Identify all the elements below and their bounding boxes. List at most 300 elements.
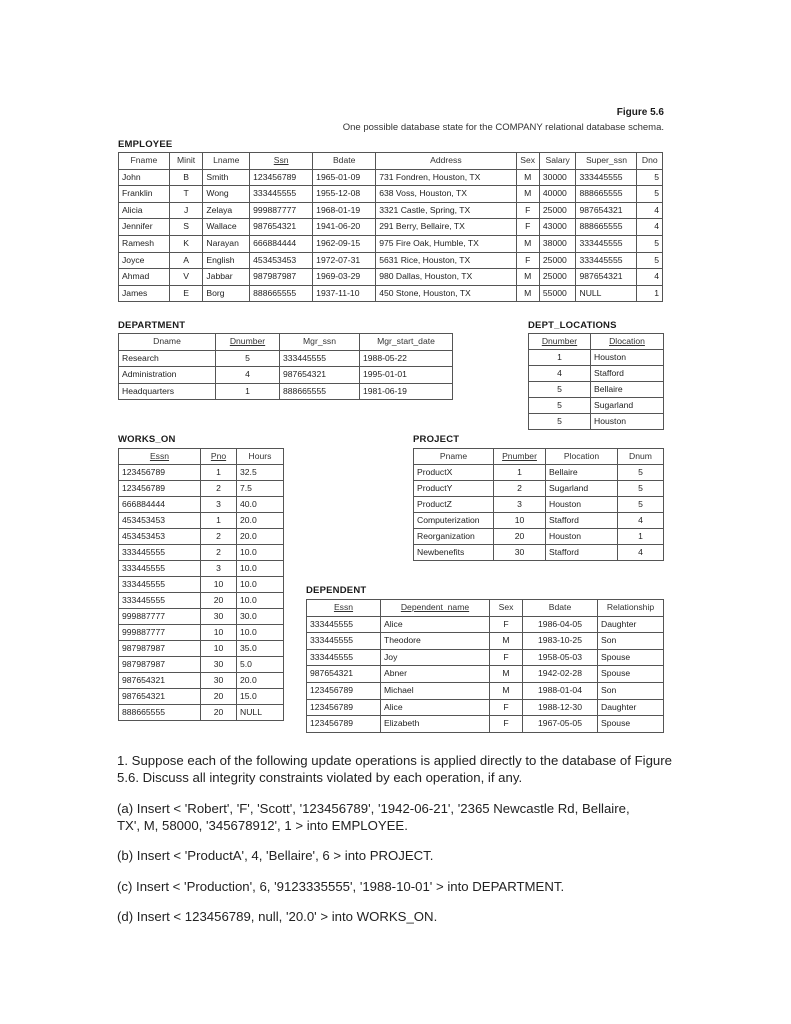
- table-cell: F: [516, 252, 539, 269]
- table-cell: 999887777: [119, 625, 201, 641]
- table-cell: 987987987: [119, 657, 201, 673]
- table-cell: 987654321: [119, 673, 201, 689]
- table-row: [119, 625, 284, 641]
- table-cell: ProductY: [414, 481, 494, 497]
- column-header: Mgr_start_date: [360, 334, 453, 351]
- table-row: [414, 465, 664, 481]
- table-cell: 1969-03-29: [313, 269, 376, 286]
- table-row: [414, 497, 664, 513]
- column-header: Sex: [516, 153, 539, 170]
- table-header-row: [529, 334, 664, 350]
- table-cell: Newbenefits: [414, 545, 494, 561]
- table-cell: 975 Fire Oak, Humble, TX: [376, 235, 516, 252]
- table-cell: Sugarland: [591, 398, 664, 414]
- table-cell: 291 Berry, Bellaire, TX: [376, 219, 516, 236]
- table-cell: 35.0: [237, 641, 284, 657]
- table-row: [119, 545, 284, 561]
- table-cell: Daughter: [598, 699, 664, 716]
- table-cell: Headquarters: [119, 383, 216, 400]
- table-row: [119, 593, 284, 609]
- table-cell: 1: [637, 285, 663, 302]
- table-cell: 20: [201, 689, 237, 705]
- table-cell: 30: [201, 609, 237, 625]
- table-cell: NULL: [576, 285, 637, 302]
- table-cell: F: [490, 699, 523, 716]
- table-row: [119, 465, 284, 481]
- table-cell: F: [490, 649, 523, 666]
- table-cell: 25000: [539, 252, 576, 269]
- table-cell: 453453453: [250, 252, 313, 269]
- table-row: [119, 561, 284, 577]
- table-cell: Research: [119, 350, 216, 367]
- table-cell: M: [490, 682, 523, 699]
- table-cell: 1988-05-22: [360, 350, 453, 367]
- table-row: [119, 577, 284, 593]
- table-cell: Stafford: [591, 366, 664, 382]
- table-cell: 333445555: [119, 593, 201, 609]
- table-row: [529, 398, 664, 414]
- column-header: Hours: [237, 449, 284, 465]
- table-cell: 123456789: [307, 716, 381, 733]
- table-cell: 333445555: [119, 561, 201, 577]
- table-cell: 987654321: [576, 202, 637, 219]
- column-header: Essn: [307, 600, 381, 617]
- table-cell: 1: [201, 513, 237, 529]
- table-cell: 123456789: [250, 169, 313, 186]
- table-cell: Houston: [546, 497, 618, 513]
- table-cell: 987654321: [119, 689, 201, 705]
- table-cell: 888665555: [250, 285, 313, 302]
- table-cell: 30000: [539, 169, 576, 186]
- column-header: Bdate: [523, 600, 598, 617]
- table-cell: 10.0: [237, 625, 284, 641]
- column-header: Fname: [119, 153, 170, 170]
- column-header: Super_ssn: [576, 153, 637, 170]
- table-cell: 453453453: [119, 529, 201, 545]
- table-row: [119, 657, 284, 673]
- column-header: Dnum: [618, 449, 664, 465]
- table-cell: 888665555: [576, 186, 637, 203]
- table-cell: 20.0: [237, 673, 284, 689]
- table-cell: 10.0: [237, 593, 284, 609]
- table-cell: 5: [637, 252, 663, 269]
- table-cell: 333445555: [576, 169, 637, 186]
- table-cell: 1981-06-19: [360, 383, 453, 400]
- table-cell: Alice: [381, 699, 490, 716]
- column-header: Dnumber: [216, 334, 280, 351]
- table-cell: 5: [637, 169, 663, 186]
- table-cell: 3: [201, 497, 237, 513]
- table-cell: Joy: [381, 649, 490, 666]
- question-c: (c) Insert < 'Production', 6, '9123335555', '1988-10-01' > into DEPARTMENT.: [117, 879, 565, 894]
- table-cell: 1937-11-10: [313, 285, 376, 302]
- table-cell: Jabbar: [203, 269, 250, 286]
- table-cell: Joyce: [119, 252, 170, 269]
- dependent-title: DEPENDENT: [306, 585, 367, 596]
- table-row: [307, 666, 664, 683]
- table-cell: 1: [216, 383, 280, 400]
- table-row: [414, 529, 664, 545]
- table-cell: 25000: [539, 269, 576, 286]
- question-d: (d) Insert < 123456789, null, '20.0' > into WORKS_ON.: [117, 909, 438, 924]
- column-header: Pname: [414, 449, 494, 465]
- table-cell: 3321 Castle, Spring, TX: [376, 202, 516, 219]
- table-cell: 123456789: [307, 699, 381, 716]
- table-cell: Ramesh: [119, 235, 170, 252]
- dependent-table: [306, 599, 664, 733]
- table-row: [119, 705, 284, 721]
- project-table: [413, 448, 664, 561]
- table-cell: J: [169, 202, 203, 219]
- table-row: [119, 513, 284, 529]
- table-cell: 25000: [539, 202, 576, 219]
- works-on-title: WORKS_ON: [118, 434, 176, 445]
- table-cell: 123456789: [119, 481, 201, 497]
- table-header-row: [414, 449, 664, 465]
- table-cell: 38000: [539, 235, 576, 252]
- table-cell: 2: [201, 529, 237, 545]
- table-cell: 1965-01-09: [313, 169, 376, 186]
- table-row: [119, 269, 663, 286]
- column-header: Salary: [539, 153, 576, 170]
- table-cell: 10.0: [237, 577, 284, 593]
- table-row: [529, 366, 664, 382]
- table-row: [119, 609, 284, 625]
- table-cell: M: [490, 666, 523, 683]
- table-cell: 32.5: [237, 465, 284, 481]
- table-cell: Jennifer: [119, 219, 170, 236]
- table-row: [307, 633, 664, 650]
- figure-number: Figure 5.6: [616, 107, 664, 118]
- table-cell: 123456789: [119, 465, 201, 481]
- table-cell: Houston: [546, 529, 618, 545]
- table-row: [414, 545, 664, 561]
- table-cell: 1958-05-03: [523, 649, 598, 666]
- dept-locations-title: DEPT_LOCATIONS: [528, 320, 617, 331]
- table-cell: Sugarland: [546, 481, 618, 497]
- table-cell: Michael: [381, 682, 490, 699]
- column-header: Dnumber: [529, 334, 591, 350]
- table-cell: 1: [201, 465, 237, 481]
- table-cell: Son: [598, 633, 664, 650]
- table-cell: 980 Dallas, Houston, TX: [376, 269, 516, 286]
- table-cell: Narayan: [203, 235, 250, 252]
- table-cell: F: [516, 202, 539, 219]
- table-row: [119, 202, 663, 219]
- table-cell: 3: [494, 497, 546, 513]
- table-header-row: [119, 153, 663, 170]
- column-header: Dependent_name: [381, 600, 490, 617]
- table-row: [119, 350, 453, 367]
- table-cell: 987987987: [250, 269, 313, 286]
- table-cell: ProductZ: [414, 497, 494, 513]
- table-cell: Ahmad: [119, 269, 170, 286]
- column-header: Lname: [203, 153, 250, 170]
- table-cell: 987654321: [250, 219, 313, 236]
- table-cell: 2: [201, 545, 237, 561]
- table-cell: Stafford: [546, 513, 618, 529]
- table-cell: 4: [216, 367, 280, 384]
- table-cell: 1: [618, 529, 664, 545]
- table-row: [119, 529, 284, 545]
- table-cell: Zelaya: [203, 202, 250, 219]
- table-cell: Alice: [381, 616, 490, 633]
- table-cell: 453453453: [119, 513, 201, 529]
- column-header: Address: [376, 153, 516, 170]
- column-header: Sex: [490, 600, 523, 617]
- table-cell: 5631 Rice, Houston, TX: [376, 252, 516, 269]
- table-cell: S: [169, 219, 203, 236]
- table-cell: 3: [201, 561, 237, 577]
- table-cell: Wallace: [203, 219, 250, 236]
- table-cell: B: [169, 169, 203, 186]
- column-header: Dno: [637, 153, 663, 170]
- table-cell: Theodore: [381, 633, 490, 650]
- table-row: [529, 350, 664, 366]
- table-row: [307, 616, 664, 633]
- table-cell: V: [169, 269, 203, 286]
- table-cell: Computerization: [414, 513, 494, 529]
- table-cell: Spouse: [598, 716, 664, 733]
- table-row: [119, 481, 284, 497]
- table-cell: 1995-01-01: [360, 367, 453, 384]
- table-cell: 4: [637, 202, 663, 219]
- table-cell: M: [516, 169, 539, 186]
- table-cell: 1962-09-15: [313, 235, 376, 252]
- table-row: [119, 383, 453, 400]
- table-row: [119, 169, 663, 186]
- table-cell: 30: [201, 657, 237, 673]
- table-cell: K: [169, 235, 203, 252]
- table-row: [119, 367, 453, 384]
- table-cell: 5: [637, 186, 663, 203]
- table-cell: Borg: [203, 285, 250, 302]
- table-cell: 987654321: [307, 666, 381, 683]
- table-cell: ProductX: [414, 465, 494, 481]
- table-row: [307, 649, 664, 666]
- department-table: [118, 333, 453, 400]
- table-cell: 1988-12-30: [523, 699, 598, 716]
- table-cell: 987654321: [576, 269, 637, 286]
- table-cell: 333445555: [307, 633, 381, 650]
- table-cell: Elizabeth: [381, 716, 490, 733]
- table-cell: 10: [494, 513, 546, 529]
- table-cell: 1941-06-20: [313, 219, 376, 236]
- table-row: [414, 481, 664, 497]
- table-cell: 10: [201, 625, 237, 641]
- table-cell: Daughter: [598, 616, 664, 633]
- table-cell: Bellaire: [546, 465, 618, 481]
- table-row: [529, 414, 664, 430]
- table-cell: English: [203, 252, 250, 269]
- table-cell: 987654321: [280, 367, 360, 384]
- column-header: Mgr_ssn: [280, 334, 360, 351]
- table-cell: NULL: [237, 705, 284, 721]
- table-cell: 20: [494, 529, 546, 545]
- table-row: [529, 382, 664, 398]
- works-on-table: [118, 448, 284, 721]
- table-cell: 1988-01-04: [523, 682, 598, 699]
- table-row: [119, 689, 284, 705]
- table-cell: Houston: [591, 350, 664, 366]
- table-cell: 5: [618, 497, 664, 513]
- column-header: Dlocation: [591, 334, 664, 350]
- table-cell: 30.0: [237, 609, 284, 625]
- table-cell: F: [516, 219, 539, 236]
- table-cell: Son: [598, 682, 664, 699]
- table-cell: 1983-10-25: [523, 633, 598, 650]
- table-cell: 5: [529, 398, 591, 414]
- question-b: (b) Insert < 'ProductA', 4, 'Bellaire', 6 > into PROJECT.: [117, 848, 434, 863]
- table-cell: 1986-04-05: [523, 616, 598, 633]
- table-cell: 333445555: [119, 545, 201, 561]
- table-cell: 20.0: [237, 529, 284, 545]
- table-cell: 10.0: [237, 545, 284, 561]
- table-cell: M: [516, 285, 539, 302]
- table-cell: 5: [529, 382, 591, 398]
- table-cell: A: [169, 252, 203, 269]
- table-cell: Administration: [119, 367, 216, 384]
- employee-table: [118, 152, 663, 302]
- table-cell: Bellaire: [591, 382, 664, 398]
- table-cell: 20: [201, 593, 237, 609]
- table-cell: M: [490, 633, 523, 650]
- table-cell: Smith: [203, 169, 250, 186]
- table-cell: 43000: [539, 219, 576, 236]
- table-row: [119, 641, 284, 657]
- table-cell: 450 Stone, Houston, TX: [376, 285, 516, 302]
- table-cell: 5: [618, 481, 664, 497]
- table-cell: 20: [201, 705, 237, 721]
- table-cell: 999887777: [119, 609, 201, 625]
- table-cell: 123456789: [307, 682, 381, 699]
- table-cell: John: [119, 169, 170, 186]
- table-cell: T: [169, 186, 203, 203]
- table-cell: 7.5: [237, 481, 284, 497]
- table-row: [119, 219, 663, 236]
- table-cell: 5: [618, 465, 664, 481]
- employee-title: EMPLOYEE: [118, 139, 173, 150]
- table-cell: 1942-02-28: [523, 666, 598, 683]
- table-cell: Reorganization: [414, 529, 494, 545]
- table-cell: Alicia: [119, 202, 170, 219]
- table-cell: Stafford: [546, 545, 618, 561]
- table-row: [307, 682, 664, 699]
- table-cell: 5.0: [237, 657, 284, 673]
- figure-caption: One possible database state for the COMPANY relational database schema.: [342, 122, 664, 133]
- table-cell: 333445555: [119, 577, 201, 593]
- table-cell: 4: [618, 545, 664, 561]
- table-cell: 1: [494, 465, 546, 481]
- table-row: [119, 252, 663, 269]
- table-cell: 333445555: [576, 252, 637, 269]
- column-header: Bdate: [313, 153, 376, 170]
- table-cell: 1955-12-08: [313, 186, 376, 203]
- table-cell: 40000: [539, 186, 576, 203]
- table-cell: Abner: [381, 666, 490, 683]
- table-row: [119, 235, 663, 252]
- table-cell: Spouse: [598, 666, 664, 683]
- table-cell: Houston: [591, 414, 664, 430]
- column-header: Relationship: [598, 600, 664, 617]
- table-cell: 333445555: [250, 186, 313, 203]
- question-intro: 1. Suppose each of the following update operations is applied directly to the database of Figure 5.6. Discuss all integrity constraints violated by each operation, if any.: [117, 753, 672, 785]
- table-cell: 999887777: [250, 202, 313, 219]
- table-cell: 4: [637, 219, 663, 236]
- column-header: Pno: [201, 449, 237, 465]
- table-cell: 4: [637, 269, 663, 286]
- table-cell: 30: [201, 673, 237, 689]
- table-cell: 666884444: [119, 497, 201, 513]
- column-header: Pnumber: [494, 449, 546, 465]
- table-cell: 40.0: [237, 497, 284, 513]
- table-cell: F: [490, 716, 523, 733]
- dept-locations-table: [528, 333, 664, 430]
- table-cell: 5: [216, 350, 280, 367]
- table-row: [414, 513, 664, 529]
- table-header-row: [119, 449, 284, 465]
- table-cell: 10: [201, 577, 237, 593]
- table-row: [119, 673, 284, 689]
- table-row: [307, 716, 664, 733]
- table-cell: M: [516, 186, 539, 203]
- table-cell: 2: [494, 481, 546, 497]
- table-cell: 333445555: [280, 350, 360, 367]
- table-row: [119, 186, 663, 203]
- table-cell: 1972-07-31: [313, 252, 376, 269]
- table-cell: M: [516, 269, 539, 286]
- table-header-row: [307, 600, 664, 617]
- table-cell: 333445555: [307, 649, 381, 666]
- table-cell: 4: [529, 366, 591, 382]
- column-header: Essn: [119, 449, 201, 465]
- table-cell: 15.0: [237, 689, 284, 705]
- table-header-row: [119, 334, 453, 351]
- table-cell: 2: [201, 481, 237, 497]
- table-cell: Spouse: [598, 649, 664, 666]
- table-cell: 333445555: [307, 616, 381, 633]
- table-cell: 20.0: [237, 513, 284, 529]
- table-cell: Wong: [203, 186, 250, 203]
- table-cell: 30: [494, 545, 546, 561]
- column-header: Plocation: [546, 449, 618, 465]
- table-cell: 888665555: [280, 383, 360, 400]
- table-cell: Franklin: [119, 186, 170, 203]
- table-cell: 333445555: [576, 235, 637, 252]
- table-cell: 55000: [539, 285, 576, 302]
- table-row: [119, 285, 663, 302]
- table-cell: 10: [201, 641, 237, 657]
- table-cell: 1967-05-05: [523, 716, 598, 733]
- table-cell: 10.0: [237, 561, 284, 577]
- table-cell: 1968-01-19: [313, 202, 376, 219]
- project-title: PROJECT: [413, 434, 460, 445]
- table-cell: 888665555: [119, 705, 201, 721]
- table-cell: 888665555: [576, 219, 637, 236]
- table-cell: 5: [529, 414, 591, 430]
- table-cell: 731 Fondren, Houston, TX: [376, 169, 516, 186]
- table-cell: F: [490, 616, 523, 633]
- table-cell: 987987987: [119, 641, 201, 657]
- table-cell: M: [516, 235, 539, 252]
- department-title: DEPARTMENT: [118, 320, 186, 331]
- question-a: (a) Insert < 'Robert', 'F', 'Scott', '123456789', '1942-06-21', '2365 Newcastle Rd, Bellaire, TX', M, 58000, '345678912', 1 > into EMPLOYEE.: [117, 801, 630, 833]
- table-cell: 666884444: [250, 235, 313, 252]
- column-header: Dname: [119, 334, 216, 351]
- table-cell: 638 Voss, Houston, TX: [376, 186, 516, 203]
- table-cell: 5: [637, 235, 663, 252]
- table-row: [307, 699, 664, 716]
